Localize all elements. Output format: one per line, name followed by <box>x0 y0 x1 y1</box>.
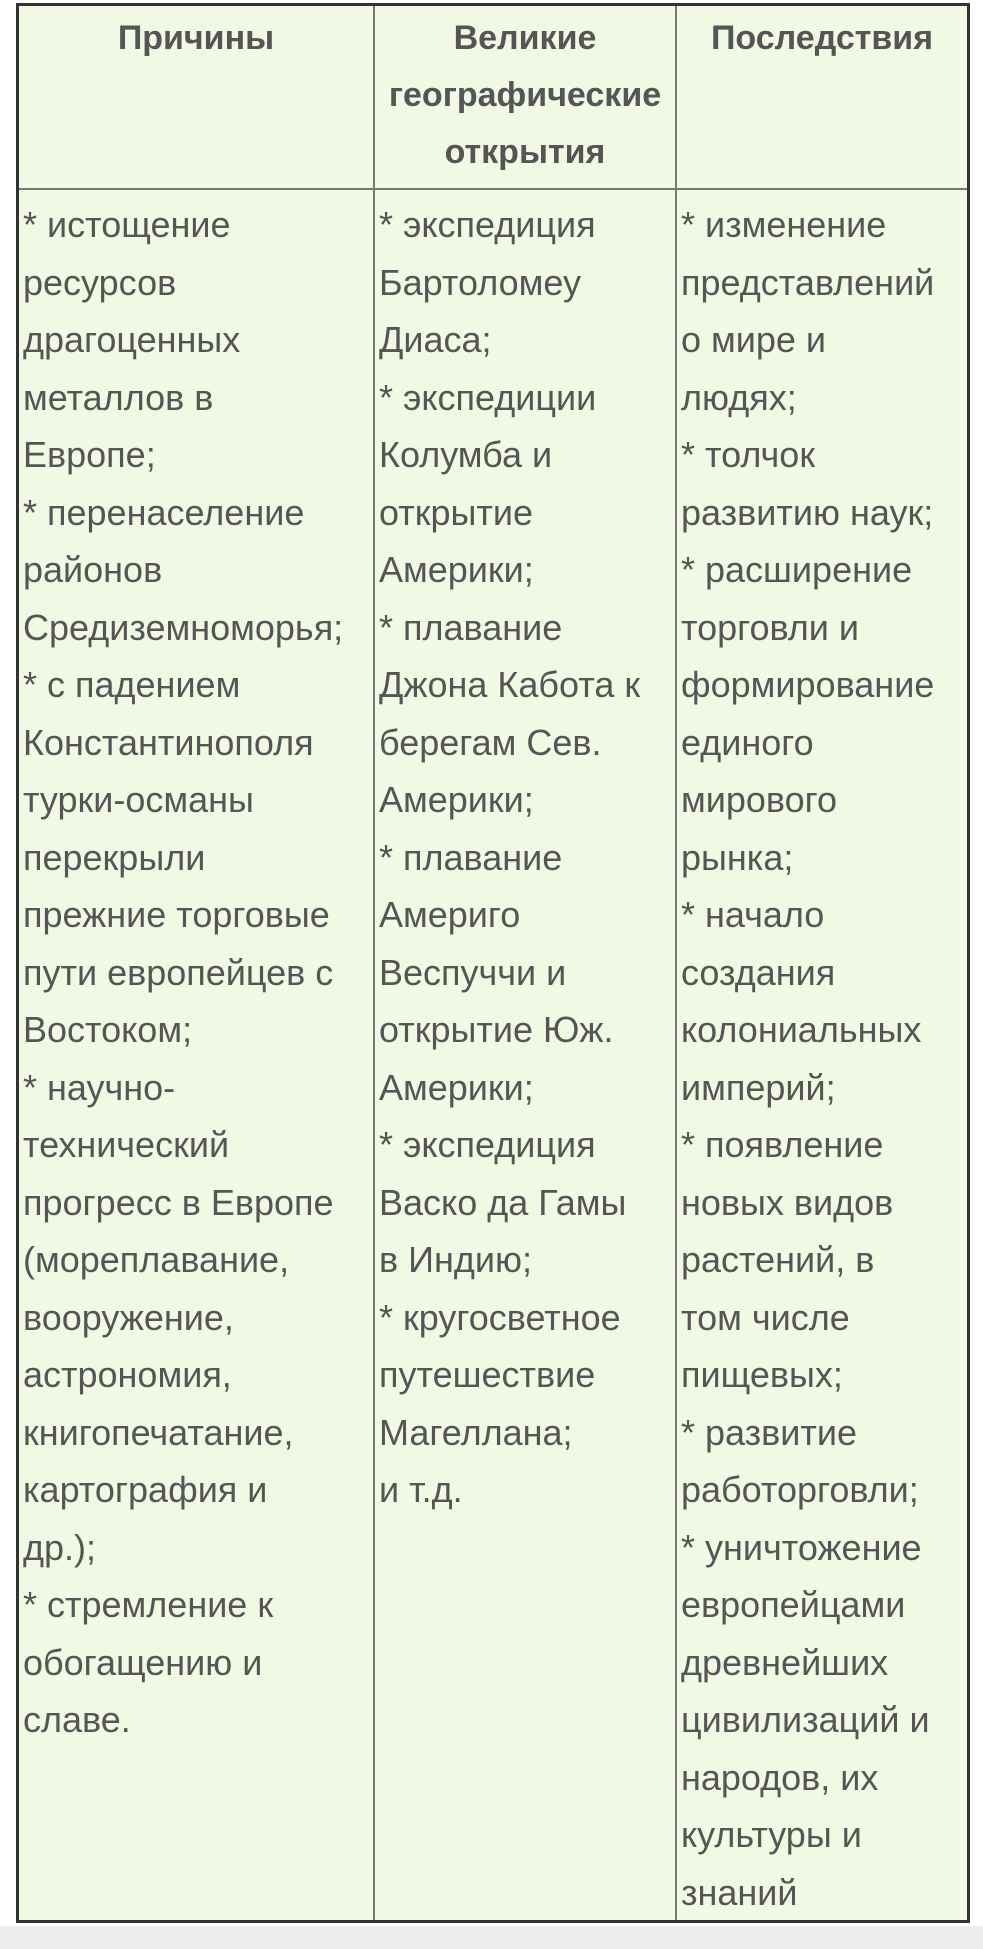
discoveries-table <box>16 3 970 1923</box>
cell-discoveries: * экспедиция Бартоломеу Диаса; * экспедиции Колумба и открытие Америки; * плавание Джона Кабота к берегам Сев. Америки; * плавание Америго Веспуччи и открытие Юж. Америки; * экспедиция Васко да Гамы в Индию; * кругосветное путешествие Магеллана; и т.д. <box>375 190 677 1920</box>
table-grid <box>19 6 967 1920</box>
page-bottom-strip <box>0 1926 983 1949</box>
header-consequences: Последствия <box>677 6 967 190</box>
header-causes: Причины <box>19 6 375 190</box>
header-discoveries: Великие географические открытия <box>375 6 677 190</box>
cell-consequences: * изменение представлений о мире и людях; * толчок развитию наук; * расширение торговли и формирование единого мирового рынка; * начало создания колониальных империй; * появление новых видов растений, в том числе пищевых; * развитие работорговли; * уничтожение европейцами древнейших цивилизаций и народов, их культуры и знаний <box>681 204 935 1913</box>
cell-causes: * истощение ресурсов драгоценных металлов в Европе; * перенаселение районов Средиземноморья; * с падением Константинополя турки-османы перекрыли прежние торговые пути европейцев с Востоком; * научно- технический прогресс в Европе (мореплавание, вооружение, астрономия, книгопечатание, картография и др.); * стремление к обогащению и славе. <box>19 190 375 1920</box>
